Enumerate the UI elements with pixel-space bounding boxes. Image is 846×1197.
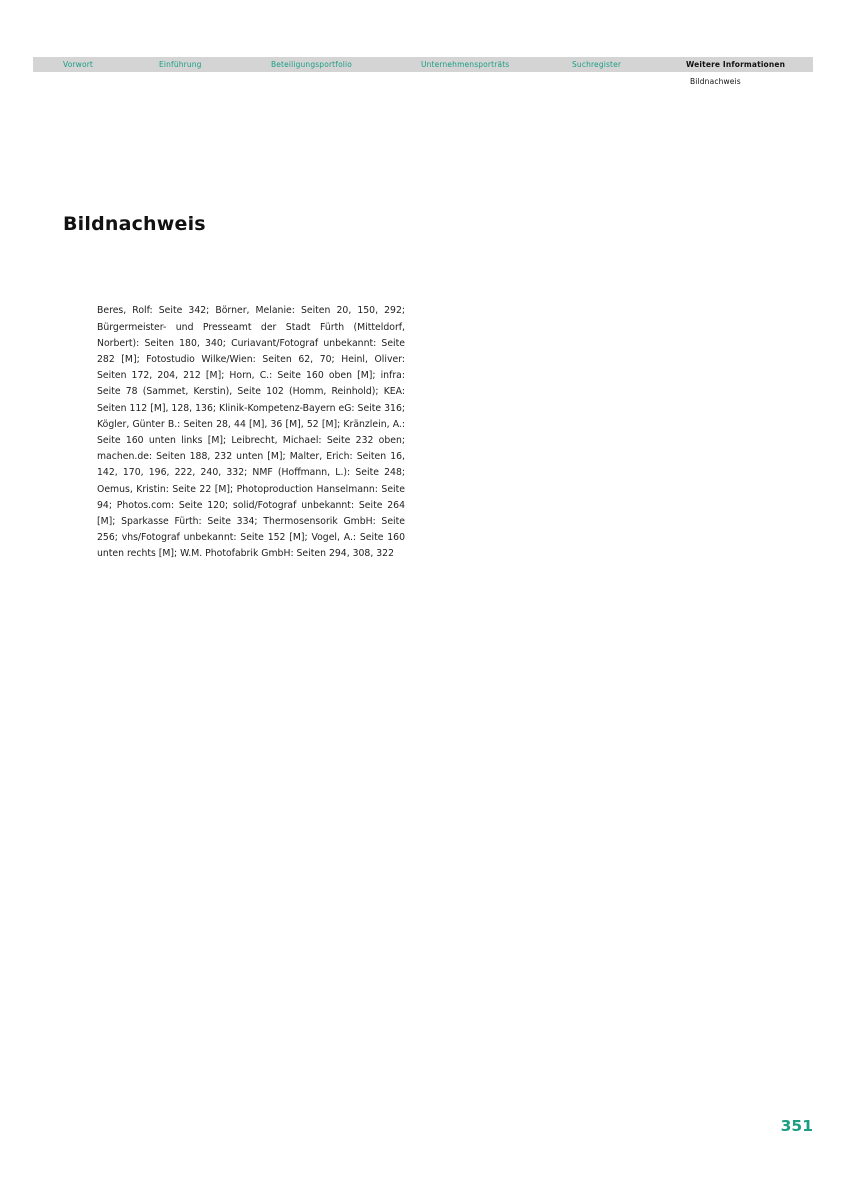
nav-item-unternehmensportraets[interactable]: Unternehmensporträts [421,60,510,69]
nav-item-vorwort[interactable]: Vorwort [63,60,94,69]
image-credits-text: Beres, Rolf: Seite 342; Börner, Melanie: Seiten 20, 150, 292; Bürgermeister- und Presseamt der Stadt Fürth (Mitteldorf, Norbert): Seiten 180, 340; Curiavant/Fotograf unbekannt: Seite 282 [M]; Fotostudio Wilke/Wien: Seiten 62, 70; Heinl, Oliver: Seiten 172, 204, 212 [M]; Horn, C.: Seite 160 oben [M]; infra: Seite 78 (Sammet, Kerstin), Seite 102 (Homm, Reinhold); KEA: Seiten 112 [M], 128, 136; Klinik-Kompetenz-Bayern eG: Seite 316; Kögler, Günter B.: Seiten 28, 44 [M], 36 [M], 52 [M]; Kränzlein, A.: Seite 160 unten links [M]; Leibrecht, Michael: Seite 232 oben; machen.de: Seiten 188, 232 unten [M]; Malter, Erich: Seiten 16, 142, 170, 196, 222, 240, 332; NMF (Hoffmann, L.): Seite 248; Oemus, Kristin: Seite 22 [M]; Photoproduction Hanselmann: Seite 94; Photos.com: Seite 120; solid/Fotograf unbekannt: Seite 264 [M]; Sparkasse Fürth: Seite 334; Thermosensorik GmbH: Seite 256; vhs/Fotograf unbekannt: Seite 152 [M]; Vogel, A.: Seite 160 unten rechts [M]; W.M. Photofabrik GmbH: Seiten 294, 308, 322 [97,305,405,560]
nav-item-beteiligungsportfolio[interactable]: Beteiligungsportfolio [271,60,353,69]
nav-item-einfuehrung[interactable]: Einführung [159,60,202,69]
nav-subitem-bildnachweis[interactable]: Bildnachweis [690,77,741,86]
page-title: Bildnachweis [63,212,206,235]
nav-item-weitere-informationen[interactable]: Weitere Informationen [686,60,786,69]
navigation-links [33,57,813,72]
page-number: 351 [780,1117,813,1135]
nav-item-suchregister[interactable]: Suchregister [572,60,622,69]
